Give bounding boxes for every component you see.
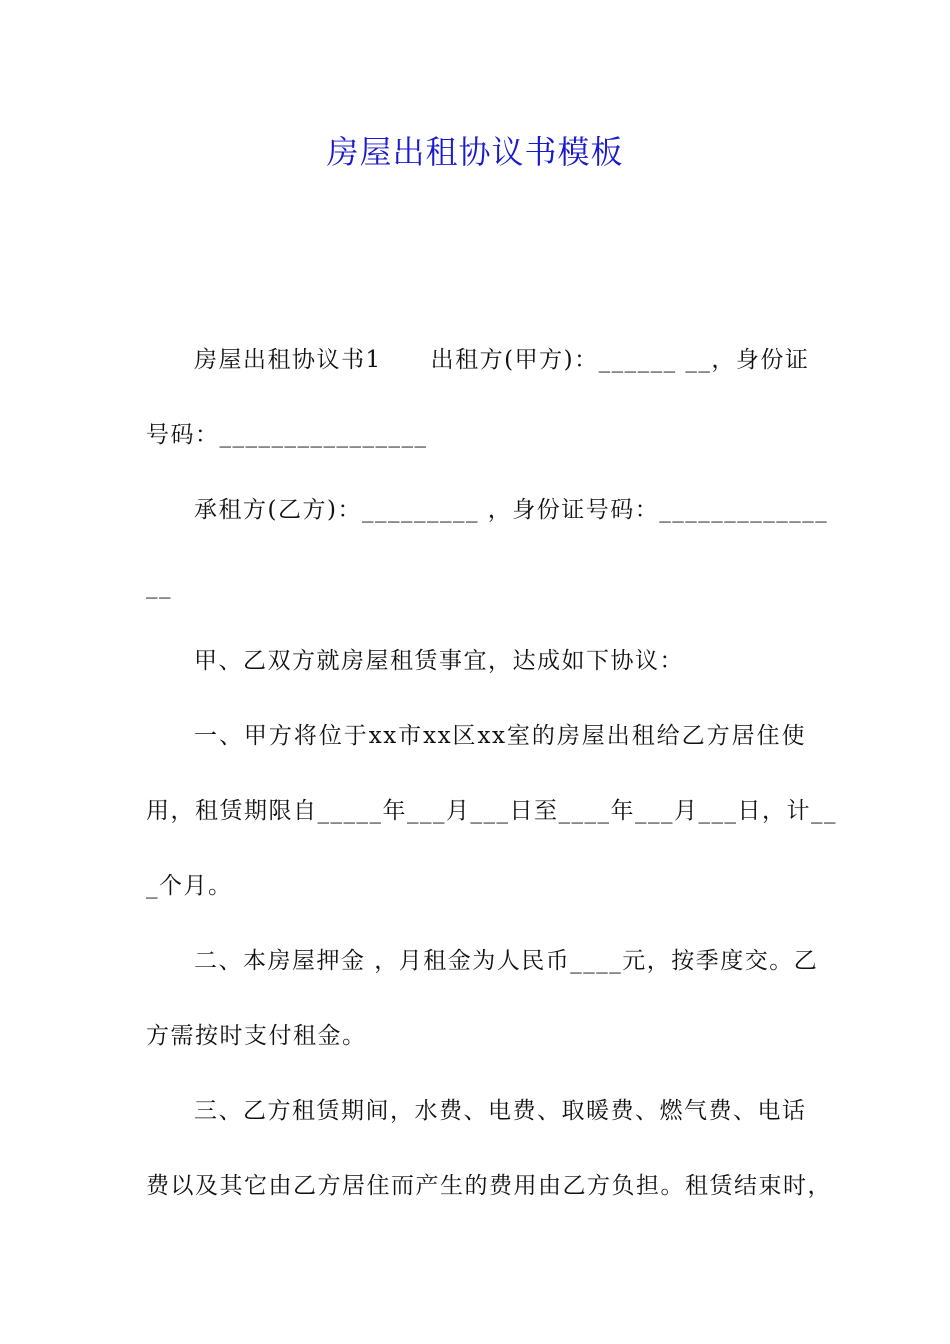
paragraph-line: 费以及其它由乙方居住而产生的费用由乙方负担。租赁结束时，	[146, 1173, 832, 1199]
document-title: 房屋出租协议书模板	[326, 133, 624, 171]
paragraph-line: 一、甲方将位于xx市xx区xx室的房屋出租给乙方居住使	[194, 723, 806, 749]
paragraph-line: 三、乙方租赁期间，水费、电费、取暖费、燃气费、电话	[194, 1098, 807, 1124]
paragraph-line: 房屋出租协议书1 出租方(甲方)：______ __，身份证	[194, 347, 810, 373]
paragraph-line: 二、本房屋押金 ，月租金为人民币____元，按季度交。乙	[194, 948, 819, 974]
paragraph-line: 承租方(乙方)：_________ ，身份证号码：_____________	[194, 497, 829, 523]
paragraph-line: 甲、乙双方就房屋租赁事宜，达成如下协议：	[194, 648, 684, 674]
paragraph-line: _个月。	[146, 873, 233, 899]
paragraph-line: __	[146, 573, 172, 599]
paragraph-line: 方需按时支付租金。	[146, 1023, 367, 1049]
paragraph-line: 号码：________________	[146, 422, 428, 448]
paragraph-line: 用，租赁期限自_____年___月___日至____年___月___日，计__	[146, 798, 837, 824]
